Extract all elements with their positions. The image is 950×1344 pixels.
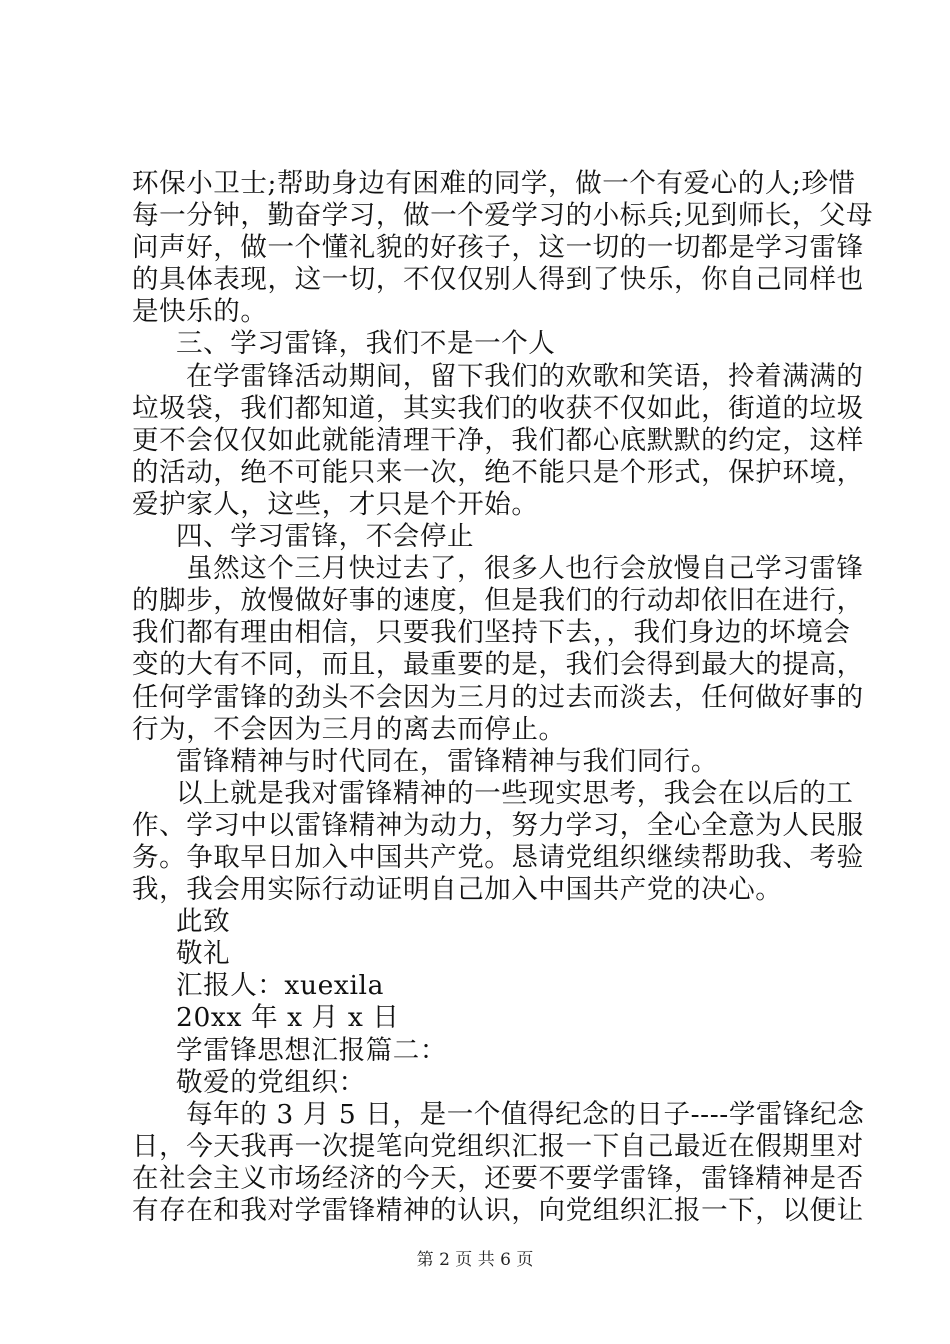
text-line: 作、学习中以雷锋精神为动力，努力学习，全心全意为人民服 [132,809,864,841]
text-line: 三、学习雷锋，我们不是一个人 [176,328,556,360]
text-line: 我们都有理由相信，只要我们坚持下去，，我们身边的坏境会 [132,617,851,649]
text-line: 20xx 年 x 月 x 日 [176,1002,400,1034]
text-line: 我，我会用实际行动证明自己加入中国共产党的决心。 [132,874,783,906]
page-footer: 第 2 页 共 6 页 [416,1250,534,1270]
text-line: 在学雷锋活动期间，留下我们的欢歌和笑语，拎着满满的 [186,360,864,392]
text-line: 的具体表现，这一切，不仅仅别人得到了快乐，你自己同样也 [132,264,864,296]
text-line: 任何学雷锋的劲头不会因为三月的过去而淡去，任何做好事的 [132,681,864,713]
text-line: 爱护家人，这些，才只是个开始。 [132,488,539,520]
text-line: 敬礼 [176,938,231,970]
text-line: 问声好，做一个懂礼貌的好孩子，这一切的一切都是学习雷锋 [132,232,864,264]
text-line: 的脚步，放慢做好事的速度，但是我们的行动却依旧在进行， [132,585,864,617]
text-line: 在社会主义市场经济的今天，还要不要学雷锋，雷锋精神是否 [132,1162,864,1194]
text-line: 日，今天我再一次提笔向党组织汇报一下自己最近在假期里对 [132,1130,864,1162]
text-line: 雷锋精神与时代同在，雷锋精神与我们同行。 [176,745,718,777]
text-line: 务。争取早日加入中国共产党。恳请党组织继续帮助我、考验 [132,841,864,873]
text-line: 每年的 3 月 5 日，是一个值得纪念的日子----学雷锋纪念 [186,1098,865,1130]
text-line: 学雷锋思想汇报篇二： [176,1034,447,1066]
text-line: 此致 [176,906,231,938]
text-line: 的活动，绝不可能只来一次，绝不能只是个形式，保护环境， [132,456,864,488]
text-line: 敬爱的党组织： [176,1066,366,1098]
text-line: 虽然这个三月快过去了，很多人也行会放慢自己学习雷锋 [186,553,864,585]
text-line: 以上就是我对雷锋精神的一些现实思考，我会在以后的工 [176,777,854,809]
text-line: 每一分钟，勤奋学习，做一个爱学习的小标兵;见到师长，父母 [132,200,874,232]
text-line: 更不会仅仅如此就能清理干净，我们都心底默默的约定，这样 [132,424,864,456]
text-line: 有存在和我对学雷锋精神的认识，向党组织汇报一下，以便让 [132,1195,864,1226]
document-body [132,168,874,1227]
text-line: 四、学习雷锋，不会停止 [176,521,475,553]
text-line: 汇报人：xuexila [176,970,384,1002]
text-line: 是快乐的。 [132,296,268,328]
text-line: 变的大有不同，而且，最重要的是，我们会得到最大的提高， [132,649,864,681]
text-line: 行为，不会因为三月的离去而停止。 [132,713,566,745]
text-line: 垃圾袋，我们都知道，其实我们的收获不仅如此，街道的垃圾 [132,392,864,424]
text-line: 环保小卫士;帮助身边有困难的同学，做一个有爱心的人;珍惜 [132,168,856,199]
